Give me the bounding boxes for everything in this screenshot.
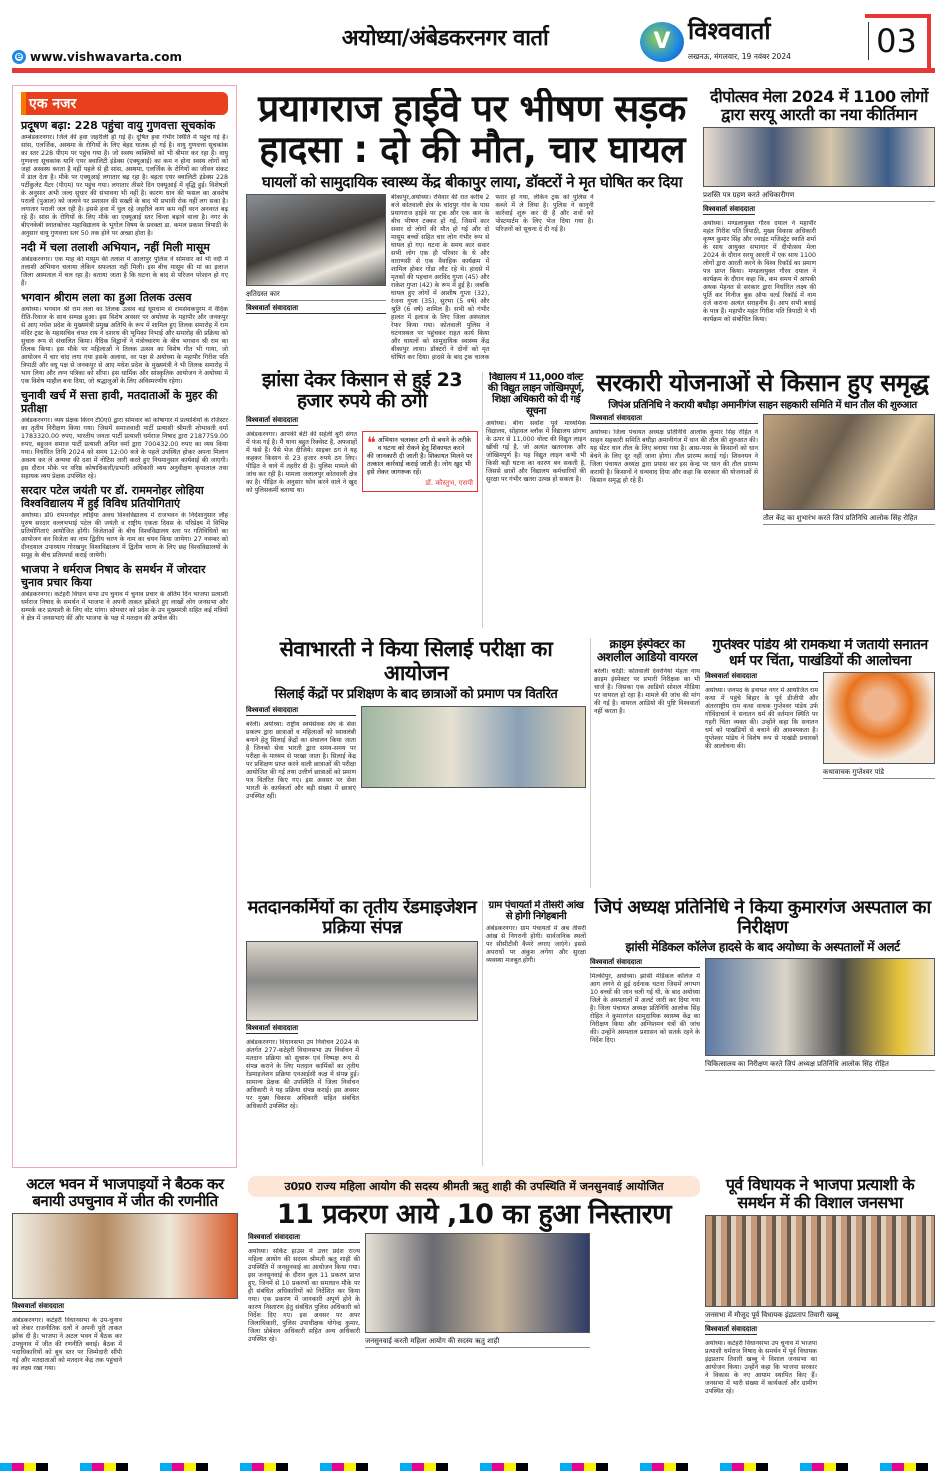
gupteshwar-headline: गुप्तेश्वर पांडेय श्री रामकथा में जतायी सनातन धर्म पर चिंता, पाखंडियों की आलोचना	[712, 638, 928, 669]
byline: विश्ववार्ता संवाददाता	[705, 672, 818, 682]
brief-body: अयोध्या। डॉ0 राममनोहर लोहिया अवध विश्वविद्यालय में राजभवन के निर्देशानुसार लौह पुरुष सरदार वल्लभभाई पटेल की जयंती व राष्ट्रीय एकता दिवस के परिप्रेक्ष्य में विभिन्न प्रतियोगिताएं आयोजित होंगी। विजेताओं के बीच विश्वविद्यालय स्तर पर गतिविधियों का आयोजन कर विजेता का नाम द्वितीय चरण के नाम का चयन किया जायेगा। 27 नवम्बर को दीनदयाल उपाध्याय गोरखपुर विश्वविद्यालय में द्वितीय चरण के लिए छह विश्वविद्यालयों के समूह के बीच प्रतिस्पर्धा कराई जायेगी।	[21, 512, 228, 559]
matdan-headline: मतदानकर्मियों का तृतीय रेंडमाइजेशन प्रक्रिया संपन्न	[247, 898, 477, 939]
matdan-article	[246, 898, 478, 1166]
crashed-car-photo	[246, 194, 386, 286]
atal-photo	[12, 1213, 238, 1299]
ayog-article	[248, 1176, 700, 1460]
jipam-photo	[705, 958, 935, 1056]
deepotsav-article	[703, 88, 935, 362]
sevabharati-headline: सेवाभारती ने किया सिलाई परीक्षा का आयोजन	[279, 638, 553, 685]
byline: विश्ववार्ता संवाददाता	[705, 1324, 758, 1333]
byline: विश्ववार्ता संवाददाता	[590, 414, 758, 424]
brief-body: अंबेडकरनगर। व्यय प्रेक्षक किरन टी0ए0 द्वारा सोमवार को कोषागार में प्रत्याशियों के रजिस्टर का तृतीय निरीक्षण किया गया। जिसमें समाजवादी पार्टी प्रत्याशी श्रीमती शोभावती वर्मा 1783320.00 रुपए, भारतीय जनता पार्टी प्रत्याशी धर्मराज निषाद द्वारा 2187759.00 रुपए, बहुजन समाज पार्टी प्रत्याशी अमित वर्मा द्वारा 700432.00 रुपए का व्यय किया गया। निर्धारित तिथि 2024 को समय 12:00 बजे के पहले उपस्थित होकर अपना मिलान अवश्य कर ले अन्यथा की दशा में नोटिस जारी करते हुए नियमानुसार कार्यवाई की जाएगी। इस दौरान मौके पर वरिष्ठ कोषाधिकारी/प्रभारी अधिकारी व्यय अनुवीक्षण कृपालाल तथा सहायक व्यय प्रेक्षक उपस्थित रहे।	[21, 417, 228, 480]
purv-photo	[705, 1215, 935, 1307]
sevabharati-photo	[361, 706, 586, 788]
gupteshwar-photo	[823, 672, 935, 764]
jipam-body: मिल्कीपुर, अयोध्या। झांसी मेडिकल कॉलेज में आग लगने से हुई दर्दनाक घटना जिसमें लगभग 10 बच्चों की जान चली गई थी, के बाद अयोध्या जिले के अस्पतालों में अलर्ट जारी कर दिया गया है। जिला पंचायत अध्यक्ष प्रतिनिधि आलोक सिंह रोहित ने कुमारगंज सामुदायिक स्वास्थ्य केंद्र का निरीक्षण किया और अग्निशमन यंत्रों की जांच की। उन्होंने अस्पताल प्रशासन को सतर्क रहने के निर्देश दिए।	[590, 972, 700, 1044]
sevabharati-subhead: सिलाई केंद्रों पर प्रशिक्षण के बाद छात्राओं को प्रमाण पत्र वितरित	[274, 687, 558, 703]
photo-caption: कथावाचक गुप्तेश्वर पांडे	[823, 767, 935, 779]
gupteshwar-body: अयोध्या। जनपद के इनायत नगर में आयोजित राम कथा में पहुंचे बिहार के पूर्व डीजीपी और अंतरराष्ट्रीय राम कथा वाचक गुप्तेश्वर पांडेय उर्फ गोविंदाचार्य ने सनातन धर्म की वर्तमान स्थिति पर गहरी चिंता व्यक्त की। उन्होंने कहा कि सनातन धर्म को पाखंडियों से बचाने की आवश्यकता है। गुप्तेश्वर पांडेय ने विशेष रूप से पाखंडी प्रचारकों की आलोचना की।	[705, 687, 818, 751]
brief-body: अयोध्या। भगवान श्री राम लला का तिलक उत्सव बड़े धूमधाम से रामसेवकपुरम में वैदिक रीति-रिवाज के साथ सम्पन्न हुआ। इस विशेष अवसर पर अयोध्या के महापौर और जनकपुर से आए मधेश प्रदेश के मुख्यमंत्री प्रमुख अतिथि के रूप में शामिल हुए तिलक समारोह में राम मंदिर ट्रस्ट के महासचिव चंपत राय ने दशरथ की भूमिका निभाई और समारोह की प्रक्रिया को सुचारु रूप से संचालित किया। वैदिक विद्वानों ने मंत्रोच्चारण के बीच भगवान श्री राम का तिलक किया। इस मौके पर महिलाओं ने तिलक उत्सव का विशेष गीत भी गाया, जो आयोजन में चार चांद लगा गया इसके अलावा, वर पक्ष से अयोध्या के महापौर गिरीश पति त्रिपाठी और वधू पक्ष से जनकपुर से आए मधेश प्रदेश के मुख्यमंत्री ने भी तिलक समारोह में भाग लिया और लग्न पत्रिका को सौंपा। इस धार्मिक और सांस्कृतिक आयोजन ने अयोध्या में एक विशेष माहौल बना दिया, जो श्रद्धालुओं के लिए अविस्मरणीय रहेगा।	[21, 306, 228, 385]
vidyalaya-article	[482, 372, 586, 628]
sevabharati-body: बरेली। अयोध्या: राष्ट्रीय स्वयंसेवक संघ के सेवा प्रकल्प द्वारा छात्राओं व महिलाओं को स्वावलंबी बनाने हेतु सिलाई केंद्रों का संचालन किया जाता है जिनको सेवा भारती द्वारा समय-समय पर परीक्षा के माध्यम से परखा जाता है। सिलाई केंद्र पर प्रशिक्षण प्राप्त करने वाली छात्राओं की परीक्षा आयोजित की गई तथा उत्तीर्ण छात्राओं को प्रमाण पत्र वितरित किए गए। इस अवसर पर सेवा भारती के कार्यकर्ता और बड़ी संख्या में छात्राएं उपस्थित रहीं।	[246, 720, 356, 800]
ayog-banner: उ0प्र0 राज्य महिला आयोग की सदस्य श्रीमती ऋतु शाही की उपस्थिति में जनसुनवाई आयोजित	[248, 1176, 700, 1197]
byline: विश्ववार्ता संवाददाता	[246, 415, 299, 424]
gupteshwar-article	[705, 638, 935, 888]
ayog-headline: 11 प्रकरण आये ,10 का हुआ निस्तारण	[276, 1199, 672, 1230]
section-title: अयोध्या/अंबेडकरनगर वार्ता	[341, 26, 549, 51]
atal-body: अंबेडकरनगर। कटेहरी विधानसभा के उप-चुनाव को लेकर राजनीतिक दलों ने अपनी पूरी ताकत झोंक दी है। भाजपा ने अटल भवन में बैठक कर उपचुनाव में जीत की रणनीति बनाई। बैठक में पदाधिकारियों को बूथ स्तर पर जिम्मेदारी सौंपी गई और मतदाताओं को मतदान केंद्र तक पहुंचाने का लक्ष्य रखा गया।	[12, 1316, 122, 1372]
brief-headline: भाजपा ने धर्मराज निषाद के समर्थन में जोरदार चुनाव प्रचार किया	[21, 563, 206, 589]
browser-icon: e	[12, 50, 26, 64]
sevabharati-article	[246, 638, 586, 888]
brief-headline: प्रदूषण बढ़ा: 228 पहुंचा वायु गुणवत्ता सूचकांक	[21, 119, 216, 132]
sarkari-body: अयोध्या। जिला पंचायत अध्यक्ष प्रतिनिधि आलोक कुमार सिंह रोहित ने साहन सहकारी समिति बघौड़ा अमानीगंज में धान की तौल की शुरुआत की। यह सेंटर धान तौल के लिए बनाया गया है। आस-पास के किसानों को धान बेचने के लिए दूर नहीं जाना होगा। तौल प्रारम्भ कराई गई। शिवनयन ने जिला पंचायत अध्यक्ष द्वारा प्रयास कर इस केन्द्र पर धान की तौल प्रारम्भ करायी है। किसानों ने धन्यवाद दिया और कहा कि सरकार की योजनाओं से किसान समृद्ध हो रहे हैं।	[590, 429, 758, 485]
matdan-photo	[246, 941, 478, 1021]
atal-headline: अटल भवन में भाजपाइयों ने बैठक कर बनायी उपचुनाव में जीत की रणनीति	[26, 1176, 224, 1210]
vidyalaya-body: अयोध्या। बीना सर्वांश पूर्व माध्यमिक विद्यालय, सोहावल ब्लॉक में विद्यालय प्रांगण के ऊपर से 11,000 वोल्ट की विद्युत लाइन खींची गई है, जो अत्यंत खतरनाक और जोखिमपूर्ण है। यह विद्युत लाइन कभी भी किसी बड़ी घटना का कारण बन सकती है, जिससे छात्रों और विद्यालय कर्मचारियों की सुरक्षा पर गंभीर खतरा उत्पन्न हो सकता है।	[486, 419, 586, 483]
crime-headline: क्राइम इंस्पेक्टर का अशलील आडियो वायरल	[596, 638, 698, 665]
jipam-article	[590, 898, 935, 1166]
quote-author: डॉ. कौस्तुभ, एसपी	[425, 478, 473, 487]
photo-caption: जनसुनवाई करती महिला आयोग की सदस्य ऋतु शाही	[365, 1336, 590, 1348]
brief-headline: नदी में चला तलाशी अभियान, नहीं मिली मासूम	[21, 241, 210, 254]
purv-headline: पूर्व विधायक ने भाजपा प्रत्याशी के समर्थन में की विशाल जनसभा	[725, 1176, 915, 1212]
brief-headline: भगवान श्रीराम लला का हुआ तिलक उत्सव	[21, 291, 192, 304]
byline: विश्ववार्ता संवाददाता	[246, 1024, 299, 1033]
gram-article	[482, 900, 586, 1166]
brand-name: विश्ववार्ता	[688, 17, 771, 45]
jhansa-article	[246, 370, 478, 628]
deepotsav-headline: दीपोत्सव मेला 2024 में 1100 लोगों द्वारा सरयू आरती का नया कीर्तिमान	[710, 88, 928, 124]
crime-body: बरेली। चरेड़ी: कोतवाली देवरनियां मेहता नाथ क्राइम इंस्पेक्टर पर प्रभारी निरीक्षक का भी चार्ज है। जिसका एक आडियो सोशल मीडिया पर वायरल हो रहा है। मामले की जांच की मांग की गई है। वायरल आडियो की पुष्टि विश्ववार्ता नहीं करता है।	[594, 667, 700, 715]
sarkari-headline: सरकारी योजनाओं से किसान हुए समृद्ध	[596, 370, 929, 397]
byline: विश्ववार्ता संवाददाता	[590, 958, 700, 968]
website-text: www.vishwavarta.com	[30, 50, 182, 64]
jhansa-headline: झांसा देकर किसान से हुई 23 हजार रुपये की ठगी	[261, 370, 463, 413]
photo-caption: प्रशस्ति पत्र ग्रहण करते अधिकारीगण	[703, 190, 935, 202]
byline: विश्ववार्ता संवाददाता	[246, 304, 386, 314]
deepotsav-photo	[703, 127, 935, 187]
ek-nazar-column	[12, 85, 237, 1168]
brief-headline: सरदार पटेल जयंती पर डॉ. राममनोहर लोहिया विश्वविद्यालय में हुई विविध प्रतियोगिताएं	[21, 484, 204, 510]
purv-body: अयोध्या। कटेहरी विधानसभा उप चुनाव में भाजपा प्रत्याशी धर्मराज निषाद के समर्थन में पूर्व विधायक इंद्रप्रताप तिवारी खब्बू ने विशाल जनसभा का आयोजन किया। उन्होंने कहा कि भाजपा सरकार ने विकास के नए आयाम स्थापित किए हैं। जनसभा में भारी संख्या में कार्यकर्ता और ग्रामीण उपस्थित रहे।	[705, 1339, 817, 1395]
gram-body: अंबेडकरनगर। ग्राम पंचायतों में अब तीसरी आंख से निगरानी होगी। सार्वजनिक स्थलों पर सीसीटीवी कैमरे लगाए जाएंगे। इससे अपराधों पर अंकुश लगेगा और सुरक्षा व्यवस्था मजबूत होगी।	[486, 925, 586, 965]
jipam-headline: जिपं अध्यक्ष प्रतिनिधि ने किया कुमारगंज अस्पताल का निरीक्षण	[594, 898, 931, 939]
brief-body: अंबेडकरनगर। एक माह की मासूम की तलाश में आलापुर पुलिस ने सोमवार को भी नदी में तलाशी अभियान चलाया लेकिन सफलता नहीं मिली। इस बीच मासूम की मां का इलाज जिला अस्पताल में चल रहा है। बताया जाता है कि घटना के बाद से परिजन परेशान हो गए हैं।	[21, 256, 228, 287]
matdan-body: अंबेडकरनगर। विधानसभा उप निर्वाचन 2024 के अंतर्गत 277-कटेहरी विधानसभा उप निर्वाचन में मतदान प्रक्रिया को सुचारू एवं निष्पक्ष रूप से संपन्न कराने के लिए मतदान कार्मिकों का तृतीय रेंडमाइजेशन प्रक्रिया एनआईसी कक्ष में संपन्न हुई। सामान्य प्रेक्षक की उपस्थिति में जिला निर्वाचन अधिकारी ने यह प्रक्रिया संपन्न कराई। इस अवसर पर मुख्य विकास अधिकारी सहित संबंधित अधिकारी उपस्थित रहे।	[246, 1039, 359, 1111]
gram-headline: ग्राम पंचायतों में तीसरी आंख से होगी निगेहबानी	[488, 900, 584, 923]
jipam-subhead: झांसी मेडिकल कॉलेज हादसे के बाद अयोध्या के अस्पतालों में अलर्ट	[625, 940, 900, 955]
brand-logo: V	[640, 22, 684, 62]
jhansa-body: अंबेडकरनगर। आपकी बेटी की सहेली बुरी संगत में फंस गई है। मैं थाना बहुत रिक्वेस्ट है, अफवाहों में फंसे हैं। पैसे भेज दीजिये। साइबर ठग ने यह कहकर किसान से 23 हजार रुपये ठग लिए। पीड़ित ने थाने में तहरीर दी है। पुलिस मामले की जांच कर रही है। मामला जलालपुर कोतवाली क्षेत्र का है। पीड़ित के अनुसार फोन करने वाले ने खुद को पुलिसकर्मी बताया था।	[246, 430, 357, 494]
ayog-body-left: अयोध्या। सर्किट हाउस में उत्तर प्रदेश राज्य महिला आयोग की सदस्य श्रीमती ऋतु शाही की उपस्थिति में जनसुनवाई का आयोजन किया गया। इस जनसुनवाई के दौरान कुल 11 प्रकरण प्राप्त हुए, जिनमें से 10 प्रकरणों का समाधान मौके पर ही संबंधित अधिकारियों को निर्देशित कर किया गया। एक प्रकरण में जानकारी अपूर्ण होने के कारण निस्तारण हेतु संबंधित पुलिस अधिकारी को निर्देश दिए गए। इस अवसर पर अपर जिलाधिकारी, पुलिस उपाधीक्षक योगेन्द्र कुमार, जिला प्रोबेशन अधिकारी सहित अन्य अधिकारी उपस्थित रहे।	[248, 1248, 360, 1344]
purv-article	[705, 1176, 935, 1460]
print-color-bar	[0, 1463, 945, 1471]
page-number: 03	[868, 22, 924, 60]
lead-article	[246, 88, 698, 362]
header-rule	[12, 68, 935, 73]
photo-caption: क्षतिग्रस्त कार	[246, 289, 386, 301]
brief-body: अम्बेडकरनगर। जिले की हवा जहरीली हो गई है। दूषित हवा गंभीर स्थिति में पहुंच गई है। सांस, एलर्जिक, अस्थमा के रोगियों के लिए बेहद घातक हो गई है। वायु गुणवत्ता सूचकांक का स्तर 228 पीएम पर पहुंच गया है। जो स्वस्थ व्यक्तियों को भी बीमार कर रहा है। वायु गुणवत्ता सूचकांक यानि एयर क्वालिटी इंडेक्स (एक्यूआई) का कम न होना स्वस्थ लोगों को जहां अस्वस्थ करता है वहीं पहले से ही सांस, अस्थमा, एलर्जिक के रोगियों का जीवन संकट में डाल देता है। मौके पर एक्यूआई लगातार बढ़ रहा है। बढ़ता एयर क्वालिटी इंडेक्स 228 पर्टीकुलेट मैटर (पीएम) पर पहुंच गया। लगातार तीसरे दिन एक्यूआई में वृद्धि हुई। विशेषज्ञों के अनुसार अभी जल्द सुधार की संभावना भी नहीं है। कारण धान की फसल का अवशेष पराली (पुआल) को जलाने पर प्रशासन की सख्ती के बाद भी प्रभावी रोक नहीं लग सका है। लगातार पराली जल रही है। इससे हवा में घुल रहे जहरीले कण कम नहीं वरन अनवरत बढ़ रहे हैं। सांस के रोगियों के लिए मौके का एक्यूआई स्तर चिन्ता बढ़ाने वाला है। नगर के बीएनकेबी स्नातकोत्तर महाविद्यालय के भूगोल विषय के प्रवक्ता डा. कमल प्रकाश त्रिपाठी के अनुसार वायु गुणवत्ता स्तर 50 तक होने पर अच्छा होता है।	[21, 134, 228, 237]
byline: विश्ववार्ता संवाददाता	[12, 1301, 65, 1310]
sarkari-photo	[763, 414, 935, 510]
lead-subhead: घायलों को सामुदायिक स्वास्थ्य केंद्र बीकापुर लाया, डॉक्टरों ने मृत घोषित कर दिया	[262, 172, 682, 191]
dateline: लखनऊ, मंगलवार, 19 नवंबर 2024	[688, 52, 791, 61]
lead-headline: प्रयागराज हाईवे पर भीषण सड़क हादसा : दो की मौत, चार घायल	[258, 88, 686, 172]
sarkari-subhead: जिपंअ प्रतिनिधि ने करायी बघौड़ा अमानीगंज साहन सहकारी समिति में धान तौल की शुरुआत	[608, 399, 917, 411]
ayog-spacer	[595, 1233, 700, 1460]
brief-headline: चुनावी खर्च में सत्ता हावी, मतदाताओं के मुहर की प्रतीक्षा	[21, 389, 218, 415]
quote-text: अभियान चलाकर ठगी से बचने के तरीके व घटना को रोकने हेतु शिकायत करने की जानकारी दी जाती है। शिकायत मिलने पर तत्काल कार्रवाई कराई जाती है। लोग खुद भी इसे लेकर जागरूक रहें।	[367, 435, 473, 476]
lead-body: बीकापुर,अयोध्या। रविवार की रात करीब 2 बजे कोतवाली क्षेत्र के चांदपुर गांव के पास प्रयागराज हाईवे पर ट्रक और एक कार के बीच भीषण टक्कर हो गई, जिसमें कार सवार दो लोगों की मौत हो गई और दो मासूम बच्चों सहित चार लोग गंभीर रूप से घायल हो गए। घटना के समय कार सवार सभी लोग एक ही परिवार के थे और वाराणसी से एक वैवाहिक कार्यक्रम में शामिल होकर गोंडा लौट रहे थे। हादसे में मृतकों की पहचान अरविंद गुप्ता (45) और राकेश गुप्ता (42) के रूप में हुई है। जबकि घायल हुए लोगों में आशीष गुप्ता (32), रंजना गुप्ता (35), सुरभा (5 वर्ष) और श्रुति (6 वर्ष) शामिल हैं। सभी को गंभीर हालत में इलाज के लिए जिला अस्पताल रेफर किया गया। कोतवाली पुलिस ने घटनास्थल पर पहुंचकर राहत कार्य किया और घायलों को सामुदायिक स्वास्थ्य केंद्र बीकापुर लाया। डॉक्टरों ने दोनों को मृत घोषित कर दिया। हादसे के बाद ट्रक चालक फरार हो गया, लेकिन ट्रक को पुलिस ने कब्जे में ले लिया है। पुलिस ने कानूनी कार्रवाई शुरू कर दी है और शवों को पोस्टमार्टम के लिए भेज दिया गया है। परिजनों को सूचना दे दी गई है।	[391, 193, 594, 361]
byline: विश्ववार्ता संवाददाता	[246, 706, 356, 716]
byline: विश्ववार्ता संवाददाता	[703, 204, 756, 213]
atal-article	[12, 1176, 238, 1460]
vidyalaya-headline: विद्यालय में 11,000 वोल्ट की विद्युत लाइन जोखिमपूर्ण, शिक्षा अधिकारी को दी गई सूचना	[487, 372, 585, 417]
sarkari-article	[590, 370, 935, 628]
column-band: एक नजर	[21, 92, 228, 115]
sp-quote-box: ❝ अभियान चलाकर ठगी से बचने के तरीके व घटना को रोकने हेतु शिकायत करने की जानकारी दी जाती है। शिकायत मिलने पर तत्काल कार्रवाई कराई जाती है। लोग खुद भी इसे लेकर जागरूक रहें। डॉ. कौस्तुभ, एसपी	[362, 431, 478, 492]
website-link[interactable]	[12, 50, 182, 64]
deepotsav-body: अयोध्या। मण्डलायुक्त गौरव दयाल ने महापौर महंत गिरीश पति त्रिपाठी, मुख्य विकास अधिकारी कृष्ण कुमार सिंह और ज्वाइंट मजिस्ट्रेट स्वाति शर्मा के साथ आयुक्त सभागार में दीपोत्सव मेला 2024 के दौरान सरयू आरती में एक साथ 1100 लोगों द्वारा आरती करने के विश्व रिकॉर्ड का प्रमाण पत्र प्राप्त किया। मण्डलायुक्त गौरव दयाल ने कार्यक्रम के दौरान कहा कि, कम समय में आपकी अथक मेहनत से सरकार द्वारा निर्धारित लक्ष्य की पूर्ति कर गिनीज बुक ऑफ वर्ल्ड रिकॉर्ड में नाम दर्ज कराना अत्यंत सराहनीय है। आप सभी बधाई के पात्र हैं। महापौर महंत गिरीश पति त्रिपाठी ने भी कार्यक्रम को संबोधित किया।	[703, 219, 816, 323]
photo-caption: तौल केंद्र का शुभारंभ करते जिपं प्रतिनिधि आलोक सिंह रोहित	[763, 513, 935, 525]
ayog-photo	[365, 1233, 590, 1333]
crime-article	[590, 638, 700, 888]
photo-caption: जनसभा में मौजूद पूर्व विधायक इंद्रप्रताप तिवारी खब्बू	[705, 1310, 935, 1322]
photo-caption: चिकित्सालय का निरीक्षण करते जिपं अध्यक्ष प्रतिनिधि आलोक सिंह रोहित	[705, 1059, 935, 1071]
byline: विश्ववार्ता संवाददाता	[248, 1233, 360, 1243]
brief-body: अंबेडकरनगर। कटेहरी विधान सभा उप चुनाव में चुनाव प्रचार के अंतिम दिन भाजपा प्रत्याशी धर्मराज निषाद के समर्थन में भाजपा ने अपनी ताकत झोंकते हुए लाखों लोग जनसभा और सम्पर्क कर प्रत्याशी के लिए वोट मांगा। सोमवार को प्रदेश के उप मुख्यमंत्री सहित कई मंत्रियों ने क्षेत्र में जनसभाएं कीं और भाजपा के पक्ष में मतदान की अपील की।	[21, 591, 228, 622]
